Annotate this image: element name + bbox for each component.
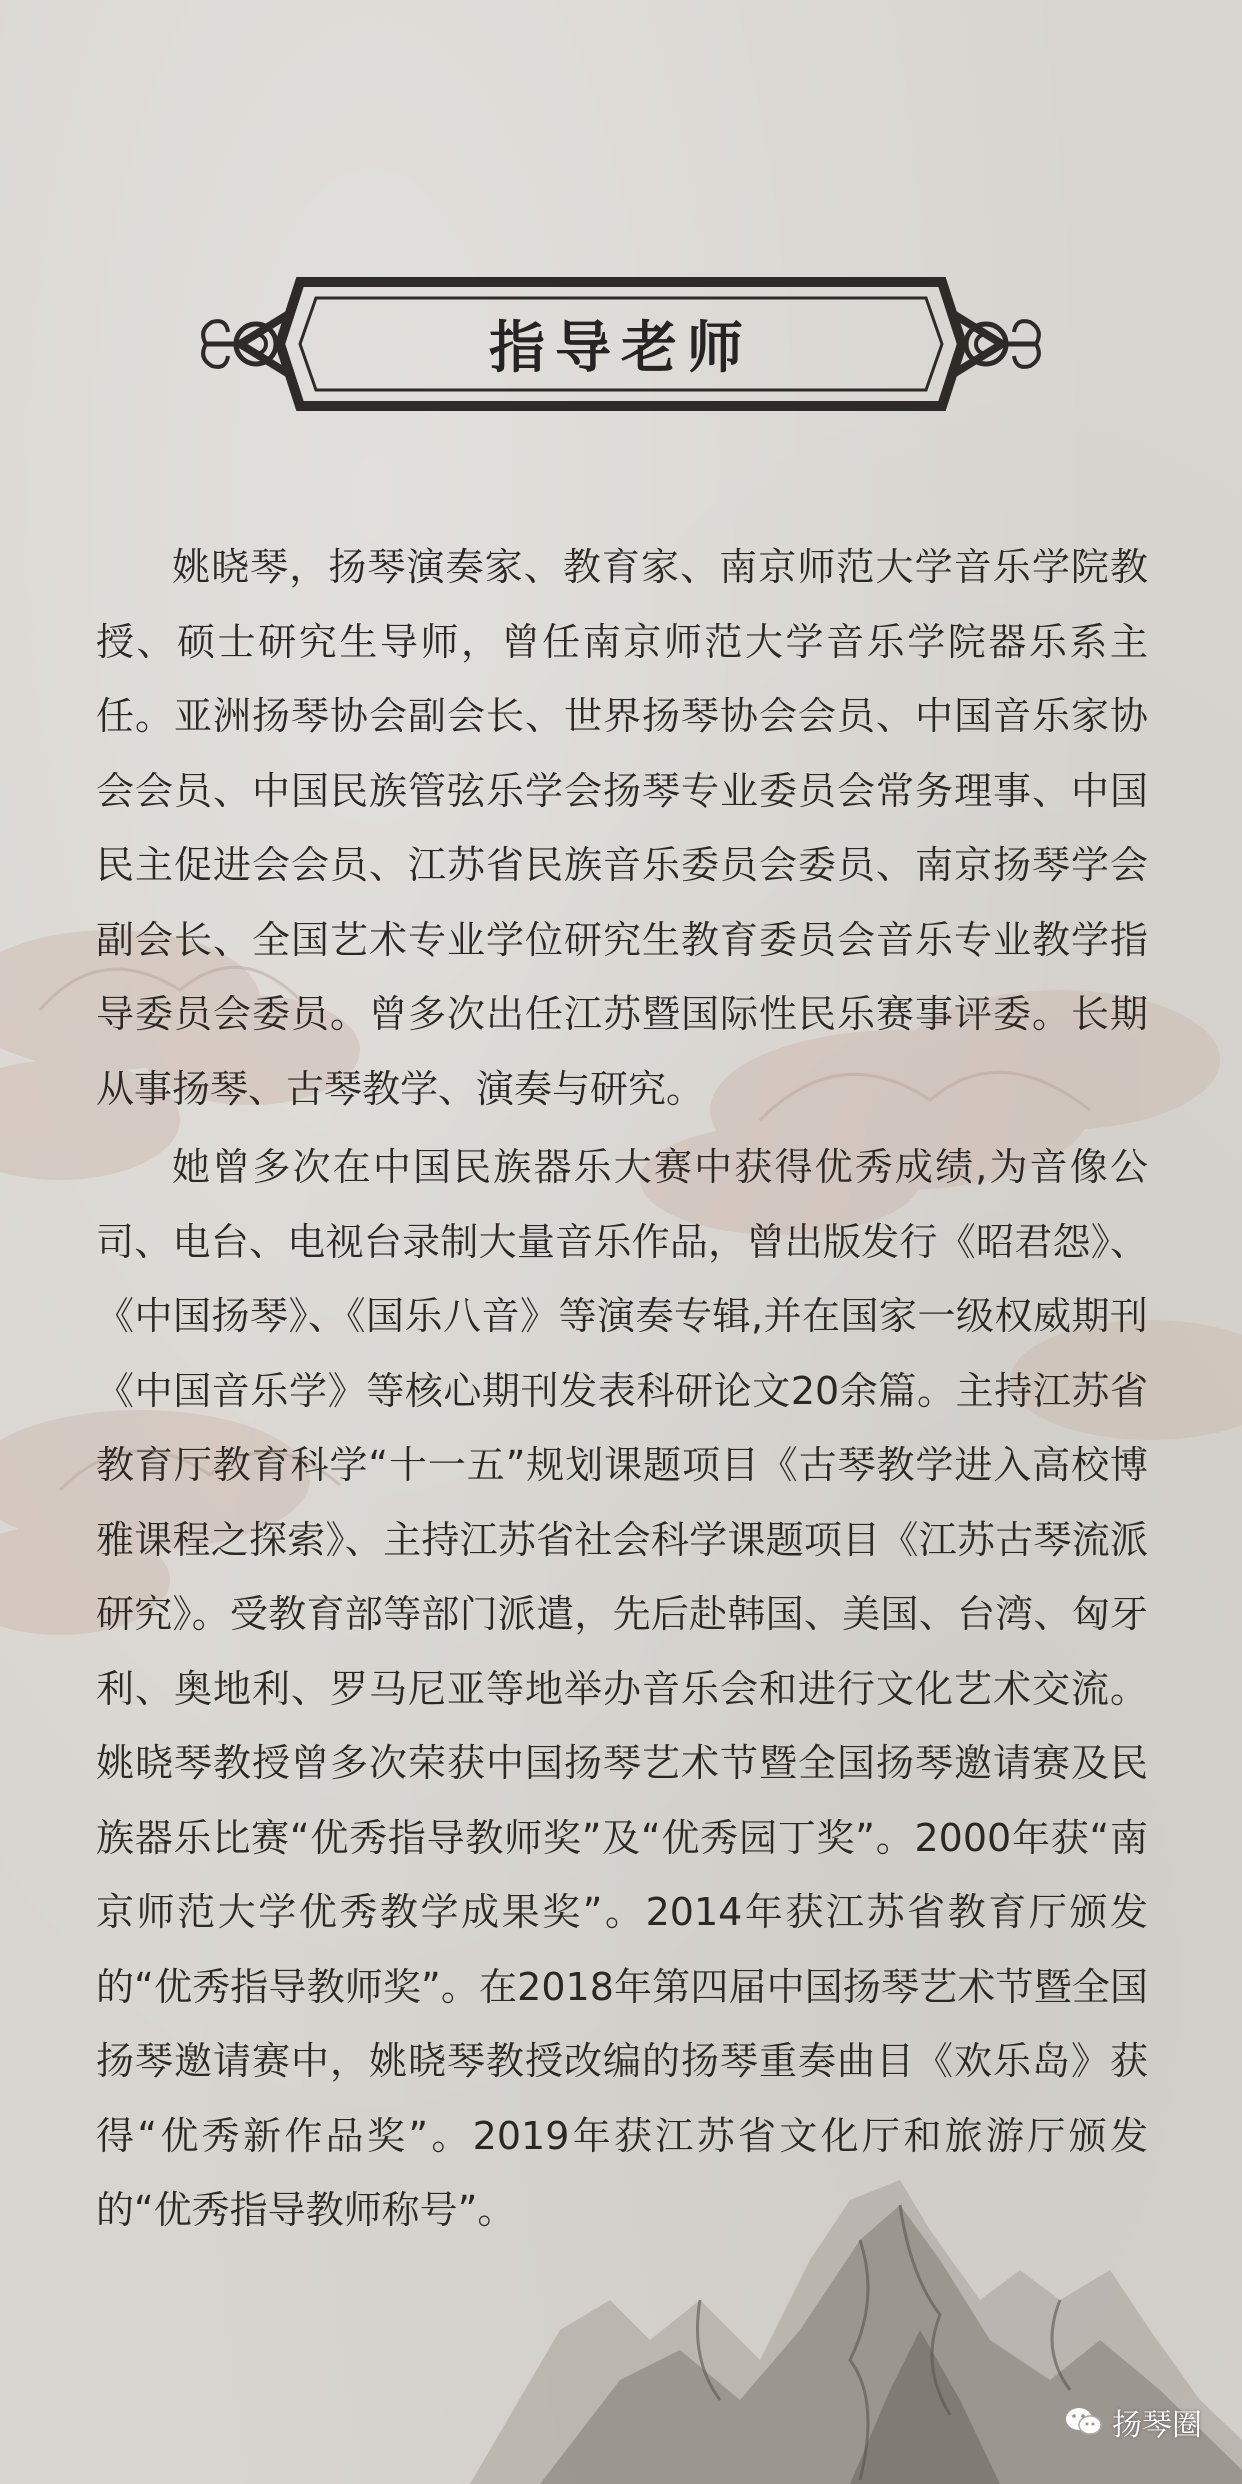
watermark [1064,2400,1202,2444]
page-title: 指导老师 [489,316,753,381]
watermark-label: 扬琴圈 [1112,2408,1202,2443]
wechat-icon [1064,2405,1104,2439]
biography-paragraph-1: 姚晓琴，扬琴演奏家、教育家、南京师范大学音乐学院教授、硕士研究生导师，曾任南京师范大学音乐学院器乐系主任。亚洲扬琴协会副会长、世界扬琴协会会员、中国音乐家协会会员、中国民族管弦乐学会扬琴专业委员会常务理事、中国民主促进会会员、江苏省民族音乐委员会委员、南京扬琴学会副会长、全国艺术专业学位研究生教育委员会音乐专业教学指导委员会委员。曾多次出任江苏暨国际性民乐赛事评委。长期从事扬琴、古琴教学、演奏与研究。 [96,545,1148,1111]
biography-paragraph-2: 她曾多次在中国民族器乐大赛中获得优秀成绩,为音像公司、电台、电视台录制大量音乐作品，曾出版发行《昭君怨》、《中国扬琴》、《国乐八音》等演奏专辑,并在国家一级权威期刊《中国音乐学》等核心期刊发表科研论文20余篇。主持江苏省教育厅教育科学“十一五”规划课题项目《古琴教学进入高校博雅课程之探索》、主持江苏省社会科学课题项目《江苏古琴流派研究》。受教育部等部门派遣，先后赴韩国、美国、台湾、匈牙利、奥地利、罗马尼亚等地举办音乐会和进行文化艺术交流。姚晓琴教授曾多次荣获中国扬琴艺术节暨全国扬琴邀请赛及民族器乐比赛“优秀指导教师奖”及“优秀园丁奖”。2000年获“南京师范大学优秀教学成果奖”。2014年获江苏省教育厅颁发的“优秀指导教师奖”。在2018年第四届中国扬琴艺术节暨全国扬琴邀请赛中，姚晓琴教授改编的扬琴重奏曲目《欢乐岛》获得“优秀新作品奖”。2019年获江苏省文化厅和旅游厅颁发的“优秀指导教师称号”。 [96,1145,1148,2232]
biography-text [96,530,1148,2252]
